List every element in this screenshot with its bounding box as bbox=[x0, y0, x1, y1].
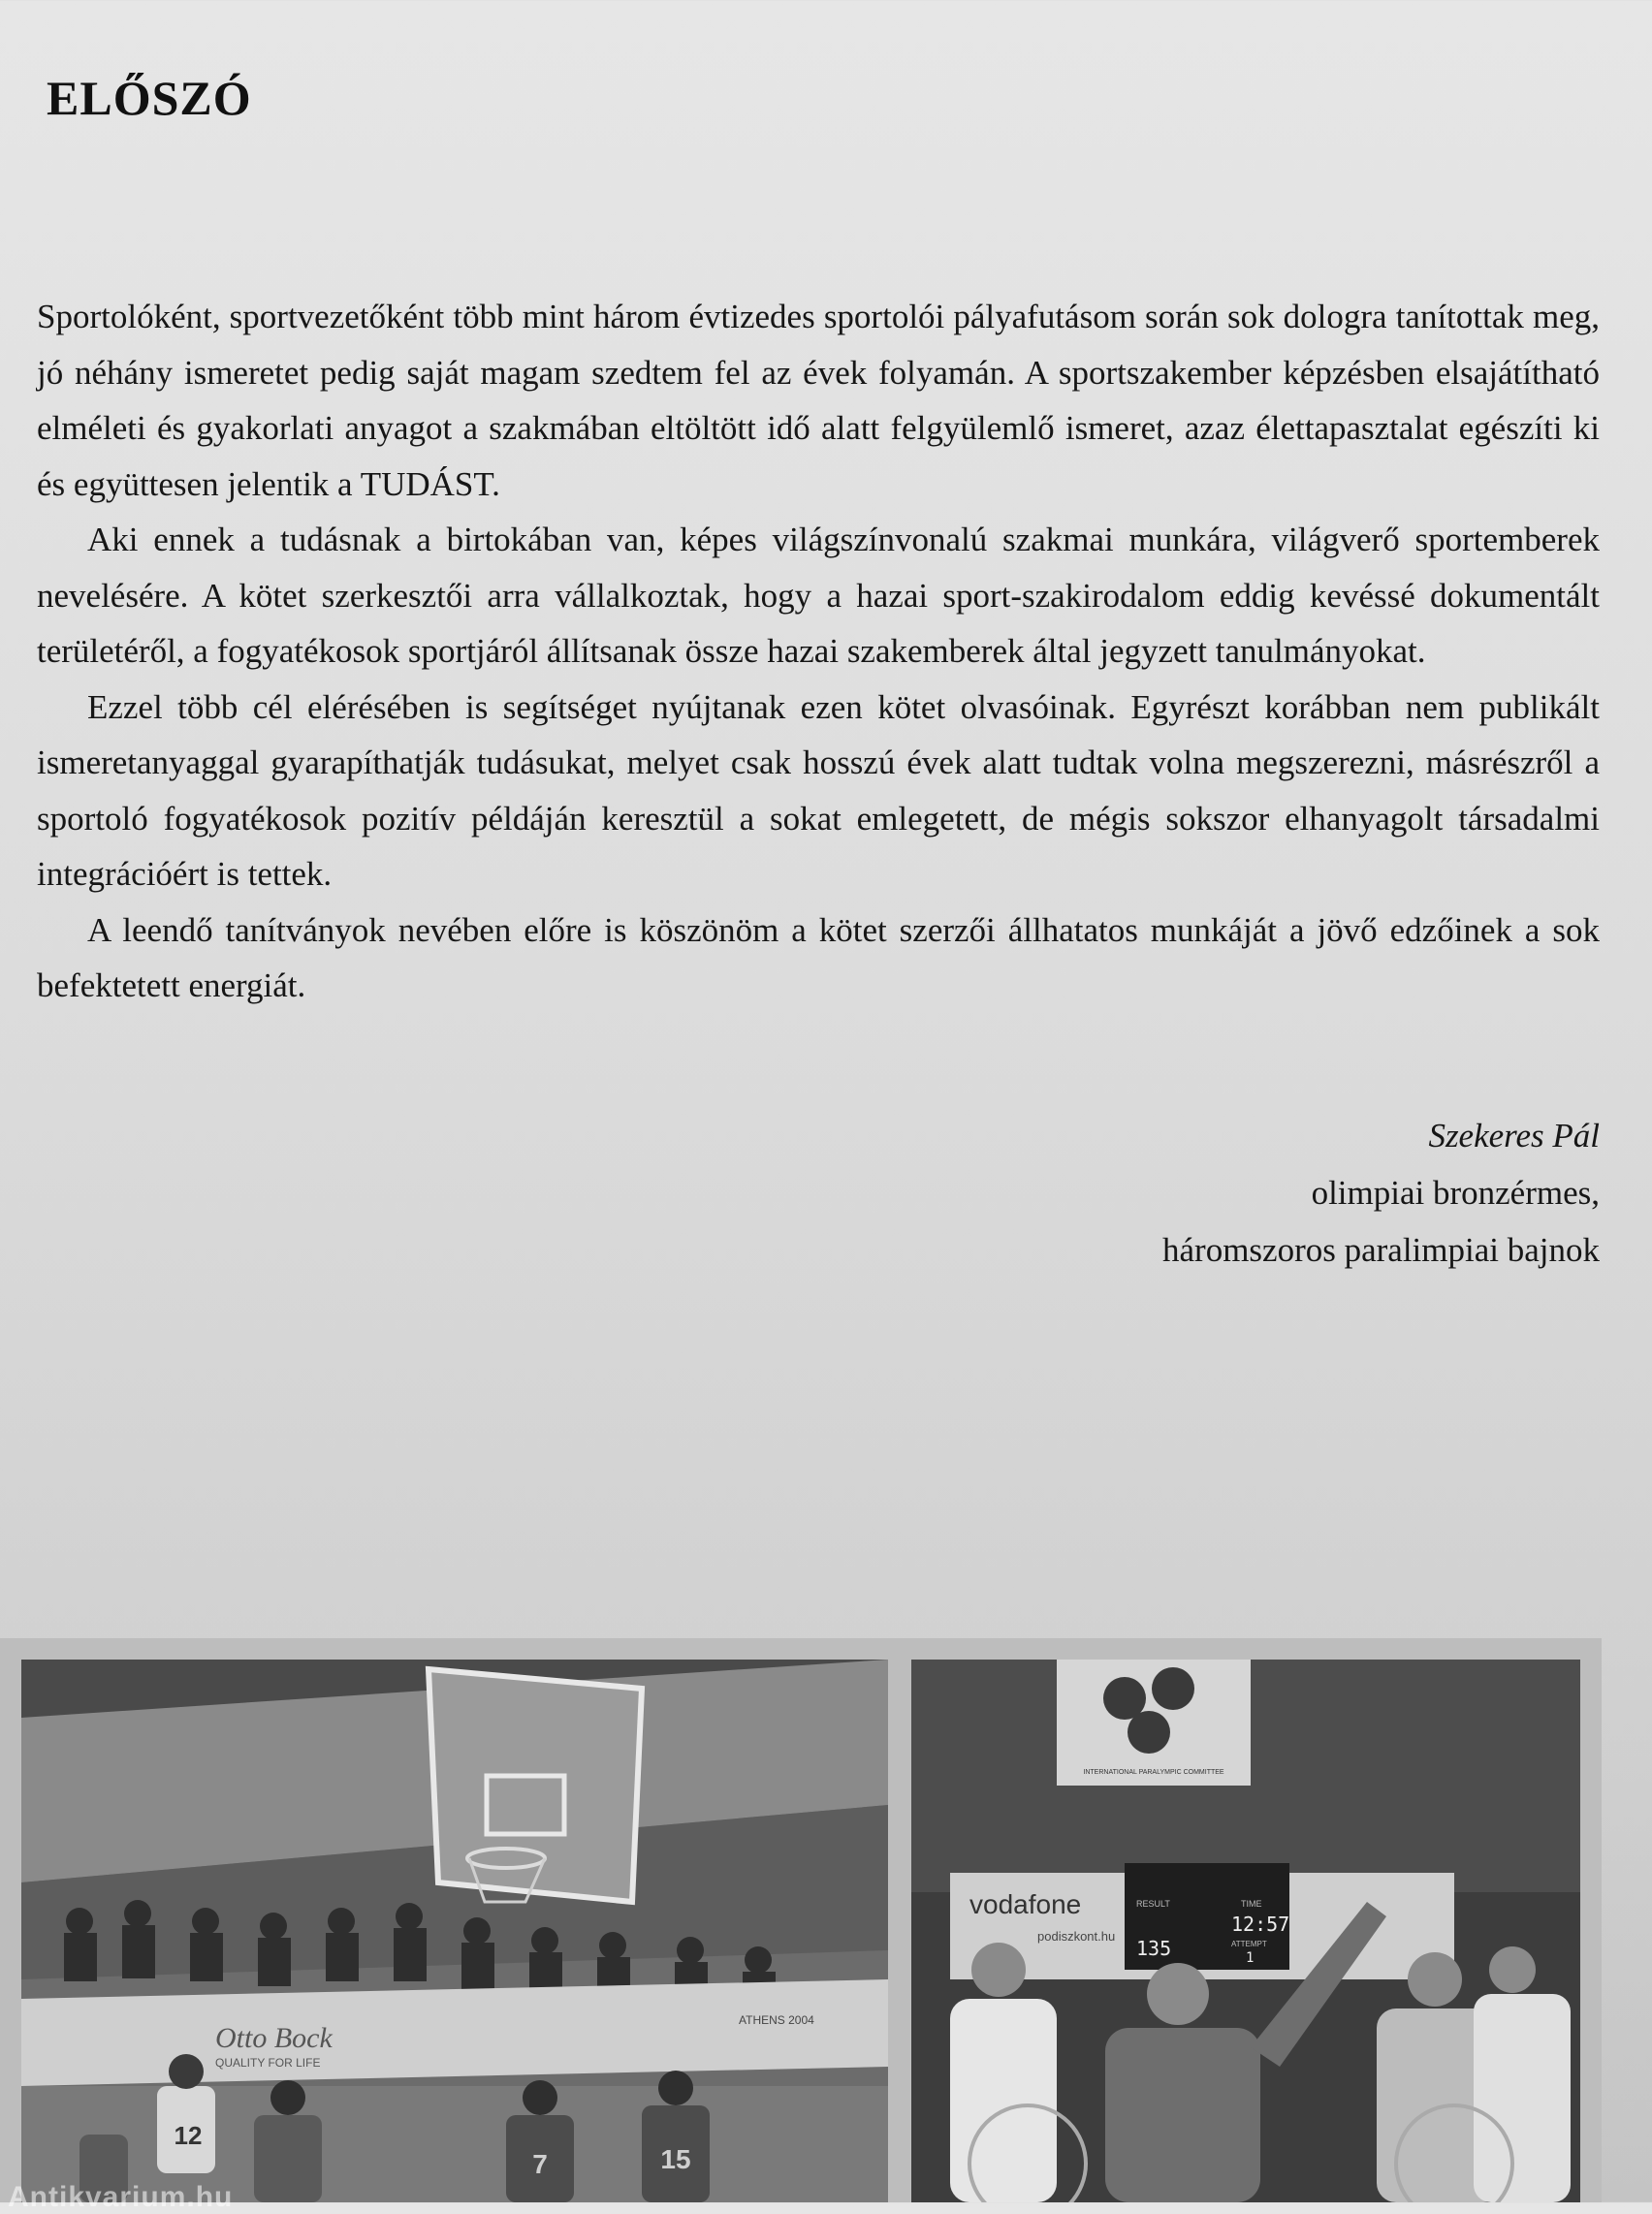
scoreboard-time-value: 12:57 bbox=[1231, 1913, 1290, 1936]
ad-banner-text: Otto Bock bbox=[215, 2022, 333, 2054]
scoreboard-result-label: RESULT bbox=[1136, 1899, 1170, 1909]
basketball-photo bbox=[21, 1660, 888, 2202]
ad-banner-subtext: QUALITY FOR LIFE bbox=[215, 2056, 321, 2070]
ceremony-photo bbox=[911, 1660, 1580, 2202]
banner-text: INTERNATIONAL PARALYMPIC COMMITTEE bbox=[1083, 1769, 1224, 1776]
body-text bbox=[37, 289, 1600, 1014]
paragraph: A leendő tanítványok nevében előre is köszönöm a kötet szerzői állhatatos munkáját a jövő edzőinek a sok befektetett energiát. bbox=[37, 910, 1600, 1004]
paragraph: Sportolóként, sportvezetőként több mint három évtizedes sportolói pályafutásom során sok dologra tanítottak meg, jó néhány ismeretet pedig saját magam szedtem fel az évek folyamán. A sportszakember képzésben elsajátítható elméleti és gyakorlati anyagot a szakmában eltöltött idő alatt felgyülemlő ismeret, azaz élettapasztalat egészíti ki és együttesen jelentik a TUDÁST. bbox=[37, 298, 1600, 503]
ipc-banner bbox=[1057, 1660, 1251, 1786]
scoreboard-result-value: 135 bbox=[1136, 1937, 1172, 1960]
page-title: ELŐSZÓ bbox=[47, 71, 252, 125]
jersey-number: 12 bbox=[174, 2121, 203, 2150]
scoreboard-attempt-value: 1 bbox=[1246, 1950, 1255, 1966]
sponsor-logo-text: vodafone bbox=[969, 1889, 1082, 1919]
backboard bbox=[429, 1669, 642, 1902]
basketball-photo-graphic bbox=[21, 1660, 888, 2202]
scoreboard-time-label: TIME bbox=[1241, 1899, 1262, 1909]
ceremony-photo-graphic bbox=[911, 1660, 1580, 2202]
signature-title-1: olimpiai bronzérmes, bbox=[1311, 1174, 1600, 1212]
jersey-number: 15 bbox=[660, 2144, 691, 2174]
sponsor-subtext: podiszkont.hu bbox=[1037, 1929, 1116, 1944]
signature-name: Szekeres Pál bbox=[1428, 1117, 1600, 1154]
paragraph: Ezzel több cél elérésében is segítséget nyújtanak ezen kötet olvasóinak. Egyrészt korábban nem publikált ismeretanyaggal gyarapíthatják tudásukat, melyet csak hosszú évek alatt tudtak volna megszerezni, másrészről a sportoló fogyatékosok pozitív példáján keresztül a sokat emlegetett, de mégis sokszor elhanyagolt társadalmi integrációért is tettek. bbox=[37, 687, 1600, 893]
signature-title-2: háromszoros paralimpiai bajnok bbox=[1162, 1231, 1600, 1269]
floor-text: ATHENS 2004 bbox=[739, 2013, 814, 2027]
scoreboard bbox=[1125, 1863, 1289, 1970]
paragraph: Aki ennek a tudásnak a birtokában van, képes világszínvonalú szakmai munkára, világverő sportemberek nevelésére. A kötet szerkesztői arra vállalkoztak, hogy a hazai sport-szakirodalom eddig kevéssé dokumentált területéről, a fogyatékosok sportjáról állítsanak össze hazai szakemberek által jegyzett tanulmányokat. bbox=[37, 521, 1600, 670]
signature-block bbox=[1162, 1107, 1600, 1279]
jersey-number: 7 bbox=[532, 2149, 548, 2179]
scoreboard-attempt-label: ATTEMPT bbox=[1231, 1940, 1267, 1948]
watermark: Antikvarium.hu bbox=[8, 2181, 234, 2213]
